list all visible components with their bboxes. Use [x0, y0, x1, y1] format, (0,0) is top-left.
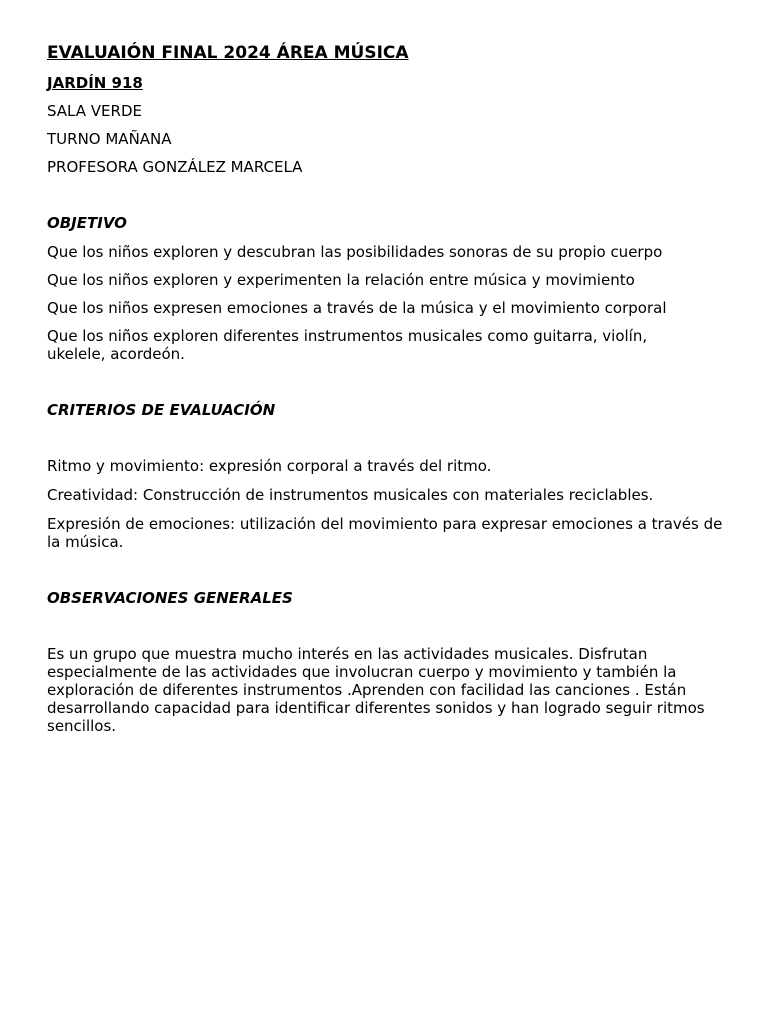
- objetivo-heading: OBJETIVO: [47, 214, 127, 232]
- document-title: EVALUAIÓN FINAL 2024 ÁREA MÚSICA: [47, 43, 409, 63]
- turno-label: TURNO MAÑANA: [47, 130, 172, 148]
- objetivo-item-2: Que los niños exploren y experimenten la relación entre música y movimiento: [47, 271, 635, 289]
- criterio-item-2: Creatividad: Construcción de instrumentos musicales con materiales reciclables.: [47, 486, 654, 504]
- objetivo-item-4: Que los niños exploren diferentes instrumentos musicales como guitarra, violín, ukelele, acordeón.: [47, 327, 648, 363]
- criterio-item-1: Ritmo y movimiento: expresión corporal a través del ritmo.: [47, 457, 492, 475]
- criterios-heading: CRITERIOS DE EVALUACIÓN: [47, 401, 276, 419]
- jardin-label: JARDÍN 918: [47, 74, 143, 92]
- objetivo-item-3: Que los niños expresen emociones a través de la música y el movimiento corporal: [47, 299, 667, 317]
- observaciones-heading: OBSERVACIONES GENERALES: [47, 589, 293, 607]
- criterio-item-3: Expresión de emociones: utilización del movimiento para expresar emociones a través de la música.: [47, 515, 723, 551]
- sala-label: SALA VERDE: [47, 102, 142, 120]
- objetivo-item-1: Que los niños exploren y descubran las posibilidades sonoras de su propio cuerpo: [47, 243, 663, 261]
- profesora-label: PROFESORA GONZÁLEZ MARCELA: [47, 158, 303, 176]
- observaciones-text: Es un grupo que muestra mucho interés en las actividades musicales. Disfrutan especialmente de las actividades que involucran cuerpo y movimiento y también la exploración de diferentes instrumentos .Aprenden con facilidad las canciones . Están desarrollando capacidad para identificar diferentes sonidos y han logrado seguir ritmos sencillos.: [47, 645, 705, 735]
